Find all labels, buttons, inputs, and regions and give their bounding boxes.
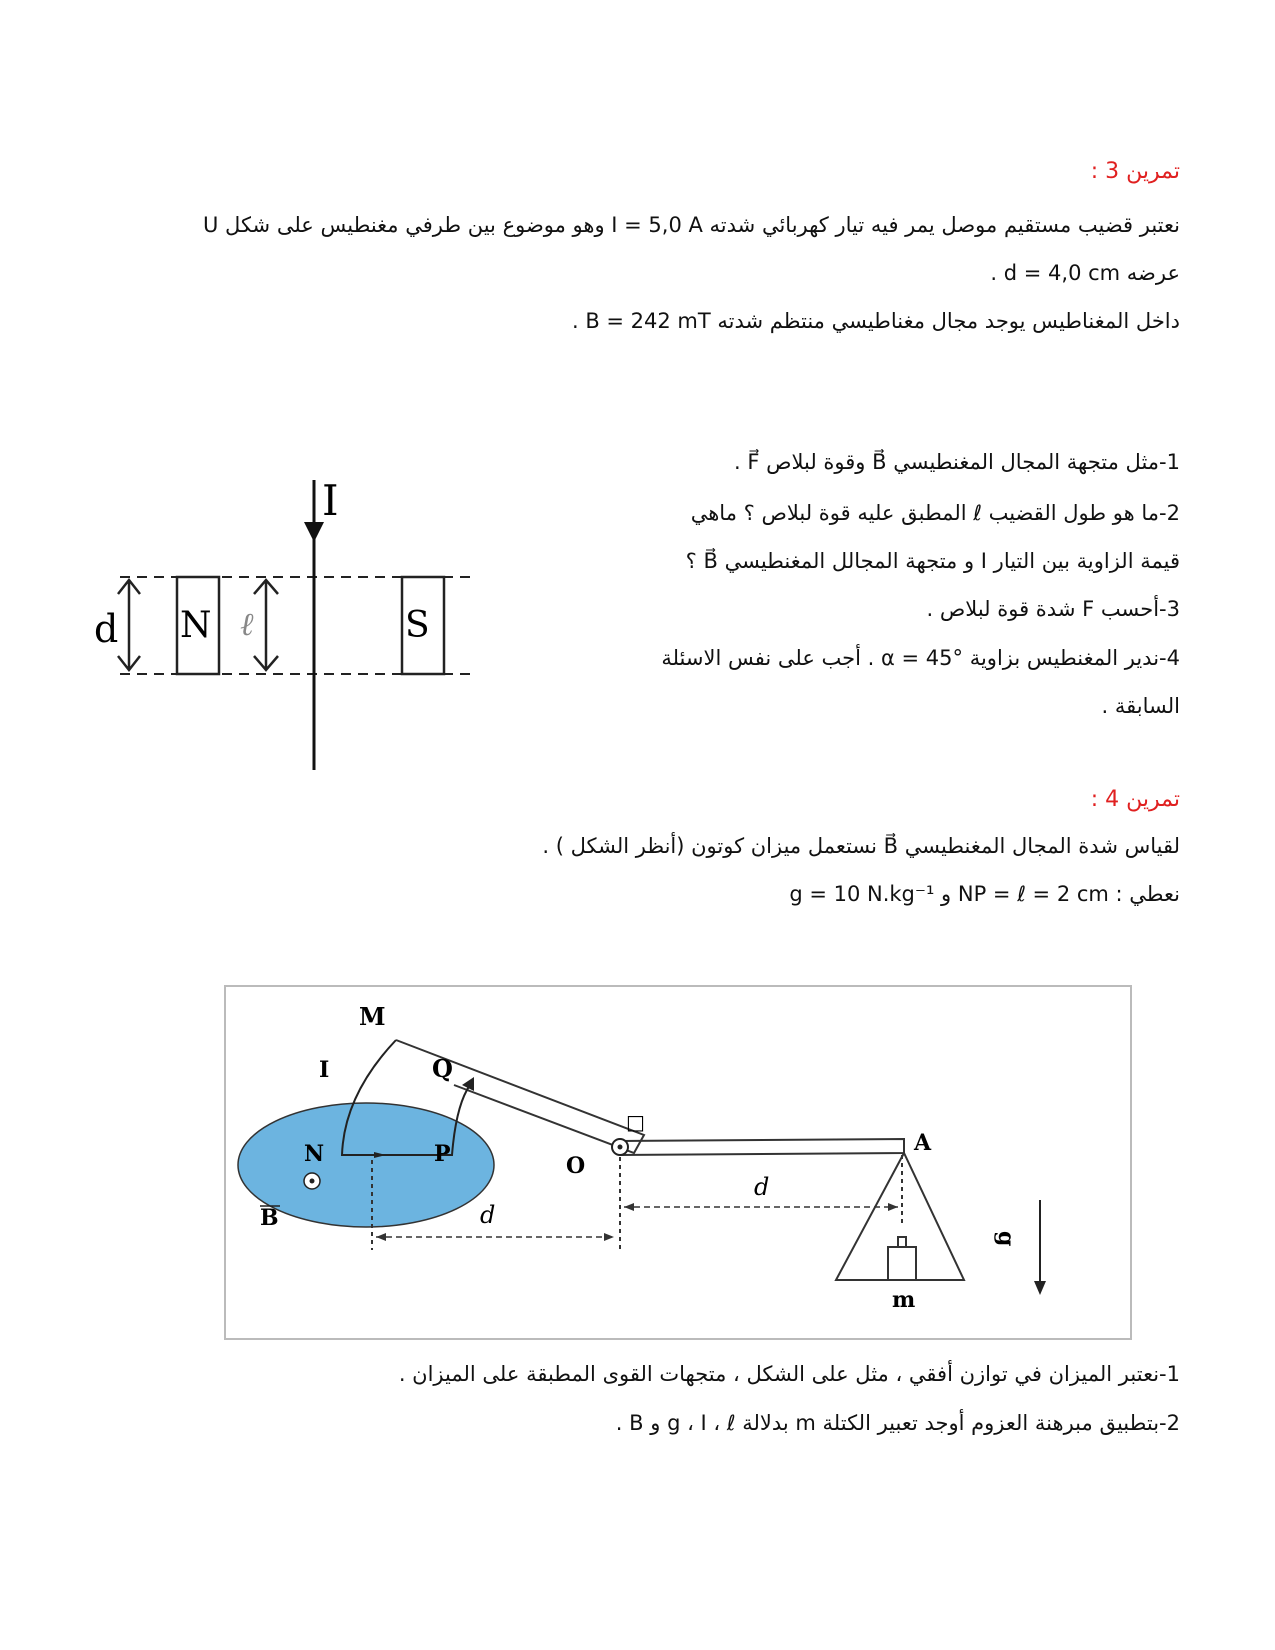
point-N: N (304, 1141, 325, 1167)
gravity-label: g (993, 1231, 1019, 1247)
ex3-question-3: 3-أحسب F شدة قوة لبلاص . (926, 597, 1180, 621)
point-M: M (359, 1002, 386, 1031)
field-label: B (260, 1205, 279, 1231)
point-O: O (566, 1153, 586, 1179)
ex3-paragraph-1: نعتبر قضيب مستقيم موصل يمر فيه تيار كهربائي شدته I = 5,0 A وهو موضوع بين طرفي مغنطيس على شكل U (203, 213, 1180, 237)
exercise-4-title: تمرين 4 : (1090, 787, 1180, 812)
ex3-question-4-line-1: 4-ندير المغنطيس بزاوية α = 45° . أجب على نفس الاسئلة (661, 646, 1180, 670)
pivot-box: □ (626, 1110, 645, 1134)
distance-d-left: d (480, 1201, 496, 1229)
exercise-3-title: تمرين 3 : (1090, 159, 1180, 184)
ex3-question-2-line-2: قيمة الزاوية بين التيار I و متجهة المجالل المغنطيسي B⃗ ؟ (685, 549, 1180, 573)
ex3-question-2-line-1: 2-ما هو طول القضيب ℓ المطبق عليه قوة لبلاص ؟ ماهي (690, 501, 1180, 525)
ex4-paragraph-1: لقياس شدة المجال المغنطيسي B⃗ نستعمل ميزان كوتون (أنظر الشكل ) . (542, 834, 1180, 858)
length-arrow (254, 580, 278, 670)
ex4-paragraph-2: نعطي : NP = ℓ = 2 cm و g = 10 N.kg⁻¹ (789, 882, 1180, 906)
north-pole-label: N (180, 605, 212, 646)
ex3-question-4-line-2: السابقة . (1101, 694, 1180, 718)
cotton-balance-figure (224, 985, 1132, 1340)
mass-label: m (892, 1287, 916, 1313)
point-Q: Q (432, 1054, 453, 1083)
ex3-paragraph-2: عرضه d = 4,0 cm . (990, 261, 1180, 285)
south-pole-label: S (405, 605, 430, 646)
ex4-question-2: 2-بتطبيق مبرهنة العزوم أوجد تعبير الكتلة m بدلالة g ، I ، ℓ و B . (615, 1411, 1180, 1435)
point-A: A (914, 1130, 932, 1156)
ex4-question-1: 1-نعتبر الميزان في توازن أفقي ، مثل على الشكل ، متجهات القوى المطبقة على الميزان . (398, 1362, 1180, 1386)
current-label: I (319, 1057, 330, 1083)
width-label: d (94, 607, 119, 651)
width-arrow (118, 580, 140, 670)
ex3-question-1: 1-مثل متجهة المجال المغنطيسي B⃗ وقوة لبلاص F⃗ . (733, 450, 1180, 474)
magnet-rod-figure (80, 470, 480, 780)
ex3-paragraph-3: داخل المغناطيس يوجد مجال مغناطيسي منتظم شدته B = 242 mT . (571, 309, 1180, 333)
current-label: I (322, 476, 339, 525)
point-P: P (434, 1141, 451, 1167)
length-label: ℓ (240, 605, 254, 643)
distance-d-right: d (754, 1173, 770, 1201)
